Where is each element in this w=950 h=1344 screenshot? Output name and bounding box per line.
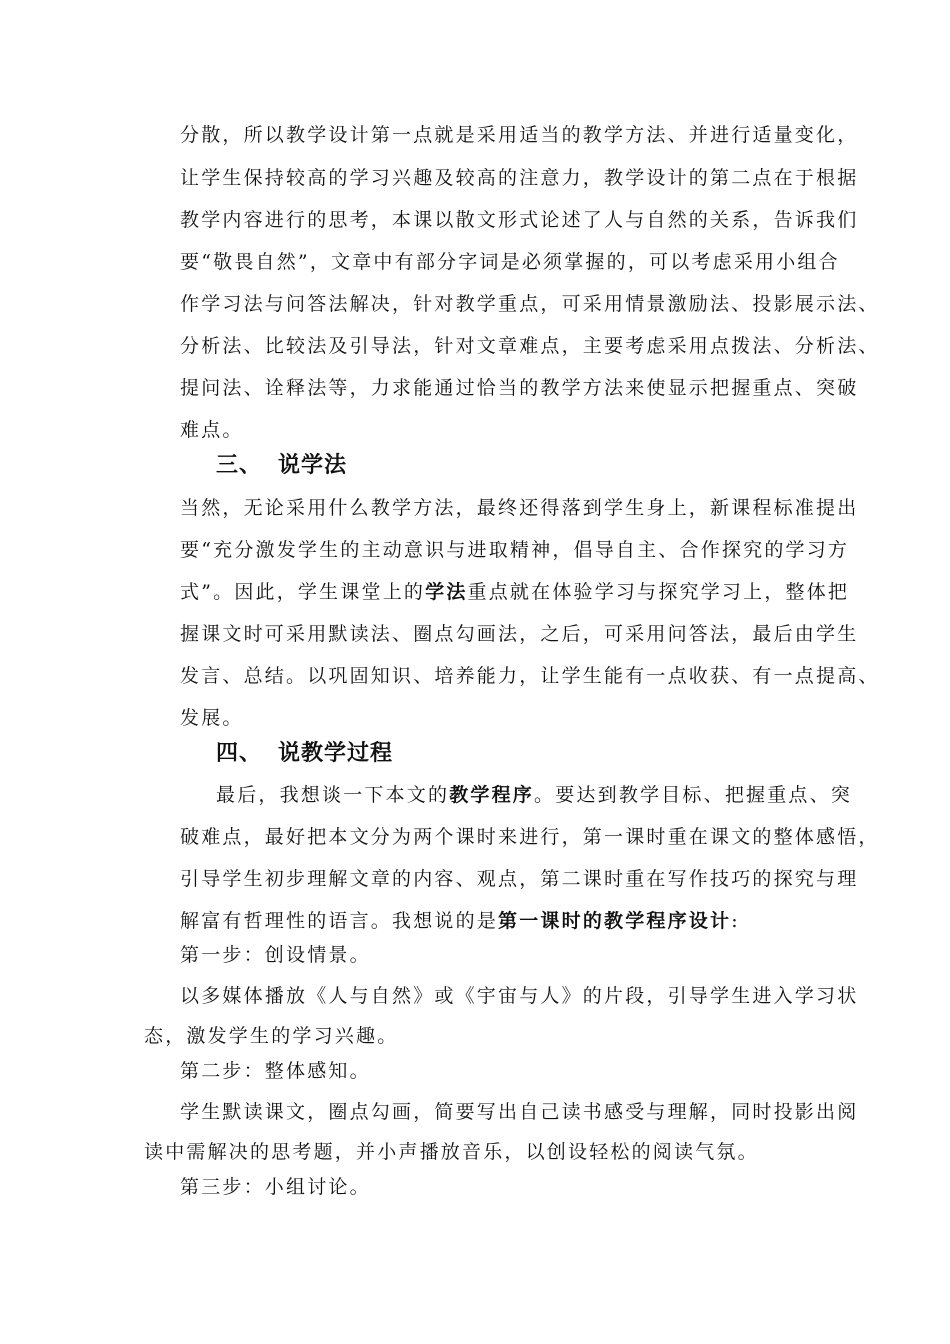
paragraph-3-line-4 xyxy=(180,909,740,933)
paragraph-2-line-5: 发言、总结。以巩固知识、培养能力，让学生能有一点收获、有一点提高、 xyxy=(180,665,880,687)
paragraph-3-line-4-pre: 解富有哲理性的语言。我想说的是 xyxy=(180,910,499,932)
step-1-title: 第一步：创设情景。 xyxy=(180,944,371,966)
section-3-heading xyxy=(216,452,347,480)
section-3-title: 说学法 xyxy=(278,453,348,478)
step-3-title: 第三步：小组讨论。 xyxy=(180,1176,371,1198)
paragraph-3-line-2: 破难点，最好把本文分为两个课时来进行，第一课时重在课文的整体感悟， xyxy=(180,826,880,848)
section-4-number: 四、 xyxy=(216,741,263,766)
paragraph-2-line-6: 发展。 xyxy=(180,707,244,729)
paragraph-2-line-3-post: 重点就在体验学习与探究学习上，整体把 xyxy=(467,581,850,603)
step-2-title: 第二步：整体感知。 xyxy=(180,1060,371,1082)
paragraph-1-line-7: 提问法、诠释法等，力求能通过恰当的教学方法来使显示把握重点、突破 xyxy=(180,377,859,399)
bold-term-jiaoxue-chengxu: 教学程序 xyxy=(449,784,535,806)
bold-term-first-lesson-design: 第一课时的教学程序设计 xyxy=(498,910,732,932)
step-2-line-2: 读中需解决的思考题，并小声播放音乐，以创设轻松的阅读气氛。 xyxy=(144,1141,759,1163)
paragraph-2-line-3 xyxy=(180,580,849,604)
bold-term-xuefa: 学法 xyxy=(425,581,468,603)
paragraph-2-line-1: 当然，无论采用什么教学方法，最终还得落到学生身上，新课程标准提出 xyxy=(180,497,859,519)
paragraph-2-line-3-pre: 式”。因此，学生课堂上的 xyxy=(180,581,426,603)
paragraph-1-line-8: 难点。 xyxy=(180,419,244,441)
paragraph-1-line-6: 分析法、比较法及引导法，针对文章难点，主要考虑采用点拨法、分析法、 xyxy=(180,335,880,357)
step-2-line-1: 学生默读课文，圈点勾画，简要写出自己读书感受与理解，同时投影出阅 xyxy=(180,1101,859,1123)
paragraph-1-line-3: 教学内容进行的思考，本课以散文形式论述了人与自然的关系，告诉我们 xyxy=(180,209,859,231)
paragraph-1-line-5: 作学习法与问答法解决，针对教学重点，可采用情景激励法、投影展示法、 xyxy=(180,293,880,315)
paragraph-3-line-1 xyxy=(216,783,852,807)
paragraph-3-line-3: 引导学生初步理解文章的内容、观点，第二课时重在写作技巧的探究与理 xyxy=(180,868,859,890)
paragraph-2-line-4: 握课文时可采用默读法、圈点勾画法，之后，可采用问答法，最后由学生 xyxy=(180,623,859,645)
section-4-title: 说教学过程 xyxy=(278,741,394,766)
paragraph-1-line-4: 要“敬畏自然”，文章中有部分字词是必须掌握的，可以考虑采用小组合 xyxy=(180,251,840,273)
paragraph-3-line-1-post: 。要达到教学目标、把握重点、突 xyxy=(534,784,853,806)
paragraph-2-line-2: 要“充分激发学生的主动意识与进取精神，倡导自主、合作探究的学习方 xyxy=(180,539,850,561)
paragraph-3-line-1-pre: 最后，我想谈一下本文的 xyxy=(216,784,450,806)
paragraph-3-line-4-post: : xyxy=(731,910,740,932)
paragraph-1-line-1: 分散，所以教学设计第一点就是采用适当的教学方法、并进行适量变化， xyxy=(180,124,859,146)
step-1-line-1: 以多媒体播放《人与自然》或《宇宙与人》的片段，引导学生进入学习状 xyxy=(180,985,859,1007)
section-3-number: 三、 xyxy=(216,453,263,478)
step-1-line-2: 态，激发学生的学习兴趣。 xyxy=(144,1025,399,1047)
section-4-heading xyxy=(216,740,393,768)
paragraph-1-line-2: 让学生保持较高的学习兴趣及较高的注意力，教学设计的第二点在于根据 xyxy=(180,167,859,189)
